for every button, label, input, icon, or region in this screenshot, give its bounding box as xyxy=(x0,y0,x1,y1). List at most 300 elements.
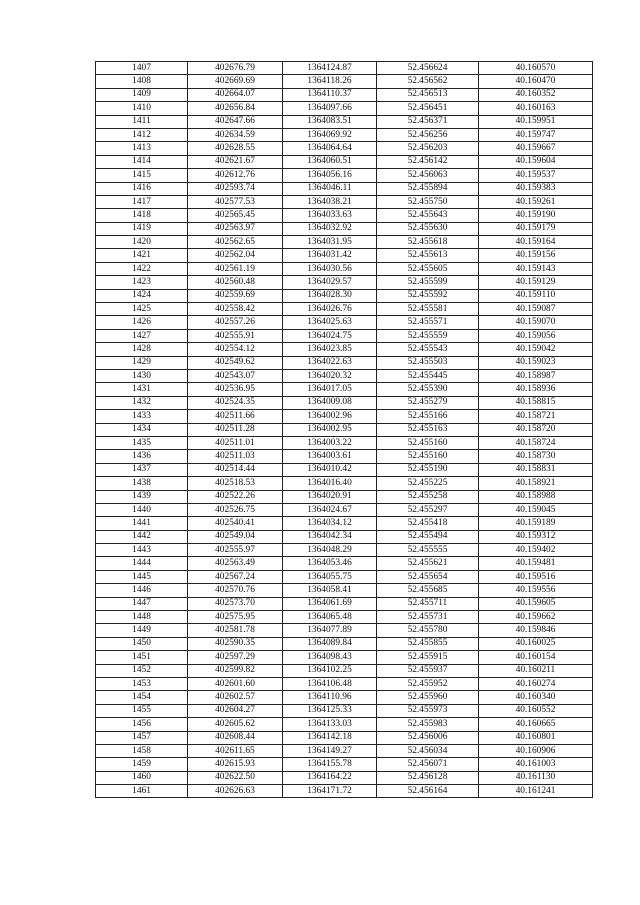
coordinates-table-body xyxy=(96,62,593,798)
latitude-cell: 52.455581 xyxy=(377,303,479,316)
longitude-cell: 40.159662 xyxy=(479,611,593,624)
point-number-cell: 1437 xyxy=(96,463,188,476)
y-coordinate-cell: 1364089.84 xyxy=(283,637,377,650)
longitude-cell: 40.160274 xyxy=(479,677,593,690)
longitude-cell: 40.159846 xyxy=(479,624,593,637)
y-coordinate-cell: 1364124.87 xyxy=(283,62,377,75)
latitude-cell: 52.455855 xyxy=(377,637,479,650)
table-row xyxy=(96,718,593,731)
y-coordinate-cell: 1364061.69 xyxy=(283,597,377,610)
point-number-cell: 1414 xyxy=(96,155,188,168)
y-coordinate-cell: 1364133.03 xyxy=(283,718,377,731)
y-coordinate-cell: 1364029.57 xyxy=(283,276,377,289)
latitude-cell: 52.455630 xyxy=(377,222,479,235)
longitude-cell: 40.159747 xyxy=(479,128,593,141)
latitude-cell: 52.456203 xyxy=(377,142,479,155)
y-coordinate-cell: 1364024.67 xyxy=(283,503,377,516)
x-coordinate-cell: 402581.78 xyxy=(188,624,283,637)
table-row xyxy=(96,570,593,583)
point-number-cell: 1408 xyxy=(96,75,188,88)
y-coordinate-cell: 1364016.40 xyxy=(283,477,377,490)
table-row xyxy=(96,115,593,128)
latitude-cell: 52.455621 xyxy=(377,557,479,570)
y-coordinate-cell: 1364125.33 xyxy=(283,704,377,717)
table-row xyxy=(96,303,593,316)
x-coordinate-cell: 402549.04 xyxy=(188,530,283,543)
y-coordinate-cell: 1364118.26 xyxy=(283,75,377,88)
x-coordinate-cell: 402611.65 xyxy=(188,744,283,757)
point-number-cell: 1430 xyxy=(96,369,188,382)
latitude-cell: 52.456562 xyxy=(377,75,479,88)
latitude-cell: 52.455599 xyxy=(377,276,479,289)
x-coordinate-cell: 402664.07 xyxy=(188,88,283,101)
longitude-cell: 40.161003 xyxy=(479,758,593,771)
latitude-cell: 52.455685 xyxy=(377,584,479,597)
longitude-cell: 40.159023 xyxy=(479,356,593,369)
table-row xyxy=(96,624,593,637)
latitude-cell: 52.455297 xyxy=(377,503,479,516)
table-row xyxy=(96,691,593,704)
table-row xyxy=(96,222,593,235)
longitude-cell: 40.159087 xyxy=(479,303,593,316)
point-number-cell: 1426 xyxy=(96,316,188,329)
table-row xyxy=(96,664,593,677)
table-row xyxy=(96,771,593,784)
table-row xyxy=(96,329,593,342)
y-coordinate-cell: 1364010.42 xyxy=(283,463,377,476)
longitude-cell: 40.158987 xyxy=(479,369,593,382)
latitude-cell: 52.455937 xyxy=(377,664,479,677)
y-coordinate-cell: 1364038.21 xyxy=(283,195,377,208)
point-number-cell: 1453 xyxy=(96,677,188,690)
y-coordinate-cell: 1364077.89 xyxy=(283,624,377,637)
x-coordinate-cell: 402526.75 xyxy=(188,503,283,516)
x-coordinate-cell: 402575.95 xyxy=(188,611,283,624)
point-number-cell: 1428 xyxy=(96,343,188,356)
latitude-cell: 52.455160 xyxy=(377,450,479,463)
y-coordinate-cell: 1364106.48 xyxy=(283,677,377,690)
longitude-cell: 40.158815 xyxy=(479,396,593,409)
y-coordinate-cell: 1364110.96 xyxy=(283,691,377,704)
y-coordinate-cell: 1364056.16 xyxy=(283,169,377,182)
latitude-cell: 52.456451 xyxy=(377,102,479,115)
table-row xyxy=(96,128,593,141)
table-row xyxy=(96,88,593,101)
longitude-cell: 40.159056 xyxy=(479,329,593,342)
x-coordinate-cell: 402536.95 xyxy=(188,383,283,396)
point-number-cell: 1436 xyxy=(96,450,188,463)
x-coordinate-cell: 402608.44 xyxy=(188,731,283,744)
table-row xyxy=(96,704,593,717)
point-number-cell: 1455 xyxy=(96,704,188,717)
point-number-cell: 1451 xyxy=(96,651,188,664)
latitude-cell: 52.455258 xyxy=(377,490,479,503)
y-coordinate-cell: 1364142.18 xyxy=(283,731,377,744)
x-coordinate-cell: 402621.67 xyxy=(188,155,283,168)
longitude-cell: 40.161241 xyxy=(479,785,593,798)
point-number-cell: 1412 xyxy=(96,128,188,141)
point-number-cell: 1454 xyxy=(96,691,188,704)
latitude-cell: 52.455163 xyxy=(377,423,479,436)
point-number-cell: 1413 xyxy=(96,142,188,155)
longitude-cell: 40.159045 xyxy=(479,503,593,516)
point-number-cell: 1410 xyxy=(96,102,188,115)
point-number-cell: 1432 xyxy=(96,396,188,409)
table-row xyxy=(96,289,593,302)
longitude-cell: 40.160552 xyxy=(479,704,593,717)
y-coordinate-cell: 1364020.91 xyxy=(283,490,377,503)
point-number-cell: 1457 xyxy=(96,731,188,744)
point-number-cell: 1458 xyxy=(96,744,188,757)
table-row xyxy=(96,169,593,182)
point-number-cell: 1449 xyxy=(96,624,188,637)
latitude-cell: 52.455731 xyxy=(377,611,479,624)
y-coordinate-cell: 1364058.41 xyxy=(283,584,377,597)
y-coordinate-cell: 1364023.85 xyxy=(283,343,377,356)
point-number-cell: 1415 xyxy=(96,169,188,182)
x-coordinate-cell: 402577.53 xyxy=(188,195,283,208)
latitude-cell: 52.455618 xyxy=(377,236,479,249)
y-coordinate-cell: 1364032.92 xyxy=(283,222,377,235)
longitude-cell: 40.159261 xyxy=(479,195,593,208)
point-number-cell: 1461 xyxy=(96,785,188,798)
x-coordinate-cell: 402676.79 xyxy=(188,62,283,75)
latitude-cell: 52.455605 xyxy=(377,262,479,275)
longitude-cell: 40.160340 xyxy=(479,691,593,704)
y-coordinate-cell: 1364030.56 xyxy=(283,262,377,275)
x-coordinate-cell: 402573.70 xyxy=(188,597,283,610)
x-coordinate-cell: 402599.82 xyxy=(188,664,283,677)
table-row xyxy=(96,276,593,289)
x-coordinate-cell: 402543.07 xyxy=(188,369,283,382)
y-coordinate-cell: 1364065.48 xyxy=(283,611,377,624)
y-coordinate-cell: 1364155.78 xyxy=(283,758,377,771)
latitude-cell: 52.455160 xyxy=(377,436,479,449)
latitude-cell: 52.455543 xyxy=(377,343,479,356)
y-coordinate-cell: 1364017.05 xyxy=(283,383,377,396)
point-number-cell: 1431 xyxy=(96,383,188,396)
table-row xyxy=(96,102,593,115)
y-coordinate-cell: 1364024.75 xyxy=(283,329,377,342)
point-number-cell: 1450 xyxy=(96,637,188,650)
y-coordinate-cell: 1364069.92 xyxy=(283,128,377,141)
point-number-cell: 1435 xyxy=(96,436,188,449)
table-row xyxy=(96,369,593,382)
point-number-cell: 1442 xyxy=(96,530,188,543)
point-number-cell: 1444 xyxy=(96,557,188,570)
point-number-cell: 1429 xyxy=(96,356,188,369)
table-row xyxy=(96,637,593,650)
table-row xyxy=(96,758,593,771)
longitude-cell: 40.160906 xyxy=(479,744,593,757)
point-number-cell: 1422 xyxy=(96,262,188,275)
longitude-cell: 40.159156 xyxy=(479,249,593,262)
longitude-cell: 40.159312 xyxy=(479,530,593,543)
point-number-cell: 1424 xyxy=(96,289,188,302)
y-coordinate-cell: 1364028.30 xyxy=(283,289,377,302)
table-row xyxy=(96,611,593,624)
point-number-cell: 1440 xyxy=(96,503,188,516)
latitude-cell: 52.456513 xyxy=(377,88,479,101)
table-row xyxy=(96,544,593,557)
point-number-cell: 1418 xyxy=(96,209,188,222)
latitude-cell: 52.455190 xyxy=(377,463,479,476)
longitude-cell: 40.159481 xyxy=(479,557,593,570)
x-coordinate-cell: 402560.48 xyxy=(188,276,283,289)
x-coordinate-cell: 402602.57 xyxy=(188,691,283,704)
x-coordinate-cell: 402555.91 xyxy=(188,329,283,342)
x-coordinate-cell: 402511.28 xyxy=(188,423,283,436)
x-coordinate-cell: 402511.01 xyxy=(188,436,283,449)
x-coordinate-cell: 402604.27 xyxy=(188,704,283,717)
latitude-cell: 52.455225 xyxy=(377,477,479,490)
y-coordinate-cell: 1364060.51 xyxy=(283,155,377,168)
latitude-cell: 52.455390 xyxy=(377,383,479,396)
latitude-cell: 52.456164 xyxy=(377,785,479,798)
y-coordinate-cell: 1364026.76 xyxy=(283,303,377,316)
point-number-cell: 1460 xyxy=(96,771,188,784)
latitude-cell: 52.455494 xyxy=(377,530,479,543)
x-coordinate-cell: 402626.63 xyxy=(188,785,283,798)
x-coordinate-cell: 402563.97 xyxy=(188,222,283,235)
point-number-cell: 1423 xyxy=(96,276,188,289)
y-coordinate-cell: 1364098.43 xyxy=(283,651,377,664)
x-coordinate-cell: 402615.93 xyxy=(188,758,283,771)
x-coordinate-cell: 402557.26 xyxy=(188,316,283,329)
longitude-cell: 40.158831 xyxy=(479,463,593,476)
latitude-cell: 52.455952 xyxy=(377,677,479,690)
longitude-cell: 40.160570 xyxy=(479,62,593,75)
table-row xyxy=(96,410,593,423)
table-row xyxy=(96,744,593,757)
y-coordinate-cell: 1364022.63 xyxy=(283,356,377,369)
table-row xyxy=(96,155,593,168)
longitude-cell: 40.159667 xyxy=(479,142,593,155)
y-coordinate-cell: 1364046.11 xyxy=(283,182,377,195)
y-coordinate-cell: 1364025.63 xyxy=(283,316,377,329)
longitude-cell: 40.160163 xyxy=(479,102,593,115)
point-number-cell: 1421 xyxy=(96,249,188,262)
y-coordinate-cell: 1364048.29 xyxy=(283,544,377,557)
latitude-cell: 52.455973 xyxy=(377,704,479,717)
x-coordinate-cell: 402612.76 xyxy=(188,169,283,182)
point-number-cell: 1407 xyxy=(96,62,188,75)
longitude-cell: 40.160665 xyxy=(479,718,593,731)
longitude-cell: 40.159951 xyxy=(479,115,593,128)
y-coordinate-cell: 1364164.22 xyxy=(283,771,377,784)
point-number-cell: 1411 xyxy=(96,115,188,128)
x-coordinate-cell: 402514.44 xyxy=(188,463,283,476)
table-row xyxy=(96,262,593,275)
table-row xyxy=(96,597,593,610)
x-coordinate-cell: 402562.04 xyxy=(188,249,283,262)
point-number-cell: 1443 xyxy=(96,544,188,557)
x-coordinate-cell: 402555.97 xyxy=(188,544,283,557)
coordinates-table xyxy=(95,61,593,798)
y-coordinate-cell: 1364097.66 xyxy=(283,102,377,115)
latitude-cell: 52.455166 xyxy=(377,410,479,423)
x-coordinate-cell: 402605.62 xyxy=(188,718,283,731)
table-row xyxy=(96,436,593,449)
x-coordinate-cell: 402601.60 xyxy=(188,677,283,690)
longitude-cell: 40.160801 xyxy=(479,731,593,744)
x-coordinate-cell: 402656.84 xyxy=(188,102,283,115)
longitude-cell: 40.158988 xyxy=(479,490,593,503)
x-coordinate-cell: 402593.74 xyxy=(188,182,283,195)
table-row xyxy=(96,731,593,744)
y-coordinate-cell: 1364031.95 xyxy=(283,236,377,249)
x-coordinate-cell: 402558.42 xyxy=(188,303,283,316)
table-row xyxy=(96,584,593,597)
x-coordinate-cell: 402634.59 xyxy=(188,128,283,141)
table-row xyxy=(96,490,593,503)
table-row xyxy=(96,142,593,155)
longitude-cell: 40.158936 xyxy=(479,383,593,396)
point-number-cell: 1419 xyxy=(96,222,188,235)
table-row xyxy=(96,356,593,369)
longitude-cell: 40.159189 xyxy=(479,517,593,530)
latitude-cell: 52.455983 xyxy=(377,718,479,731)
longitude-cell: 40.159129 xyxy=(479,276,593,289)
table-row xyxy=(96,517,593,530)
table-row xyxy=(96,477,593,490)
y-coordinate-cell: 1364003.22 xyxy=(283,436,377,449)
table-row xyxy=(96,450,593,463)
table-row xyxy=(96,677,593,690)
x-coordinate-cell: 402562.65 xyxy=(188,236,283,249)
point-number-cell: 1433 xyxy=(96,410,188,423)
longitude-cell: 40.159190 xyxy=(479,209,593,222)
longitude-cell: 40.159070 xyxy=(479,316,593,329)
point-number-cell: 1446 xyxy=(96,584,188,597)
longitude-cell: 40.160470 xyxy=(479,75,593,88)
longitude-cell: 40.160025 xyxy=(479,637,593,650)
point-number-cell: 1459 xyxy=(96,758,188,771)
x-coordinate-cell: 402522.26 xyxy=(188,490,283,503)
longitude-cell: 40.159537 xyxy=(479,169,593,182)
point-number-cell: 1420 xyxy=(96,236,188,249)
latitude-cell: 52.455418 xyxy=(377,517,479,530)
x-coordinate-cell: 402518.53 xyxy=(188,477,283,490)
y-coordinate-cell: 1364042.34 xyxy=(283,530,377,543)
longitude-cell: 40.158721 xyxy=(479,410,593,423)
longitude-cell: 40.159604 xyxy=(479,155,593,168)
point-number-cell: 1409 xyxy=(96,88,188,101)
latitude-cell: 52.455571 xyxy=(377,316,479,329)
y-coordinate-cell: 1364102.25 xyxy=(283,664,377,677)
x-coordinate-cell: 402559.69 xyxy=(188,289,283,302)
latitude-cell: 52.456142 xyxy=(377,155,479,168)
latitude-cell: 52.455711 xyxy=(377,597,479,610)
x-coordinate-cell: 402511.03 xyxy=(188,450,283,463)
longitude-cell: 40.158921 xyxy=(479,477,593,490)
y-coordinate-cell: 1364009.08 xyxy=(283,396,377,409)
x-coordinate-cell: 402590.35 xyxy=(188,637,283,650)
point-number-cell: 1417 xyxy=(96,195,188,208)
latitude-cell: 52.456034 xyxy=(377,744,479,757)
y-coordinate-cell: 1364003.61 xyxy=(283,450,377,463)
y-coordinate-cell: 1364034.12 xyxy=(283,517,377,530)
y-coordinate-cell: 1364064.64 xyxy=(283,142,377,155)
x-coordinate-cell: 402669.69 xyxy=(188,75,283,88)
latitude-cell: 52.455894 xyxy=(377,182,479,195)
latitude-cell: 52.455613 xyxy=(377,249,479,262)
y-coordinate-cell: 1364110.37 xyxy=(283,88,377,101)
longitude-cell: 40.158724 xyxy=(479,436,593,449)
latitude-cell: 52.456256 xyxy=(377,128,479,141)
latitude-cell: 52.456624 xyxy=(377,62,479,75)
table-row xyxy=(96,503,593,516)
longitude-cell: 40.159383 xyxy=(479,182,593,195)
point-number-cell: 1448 xyxy=(96,611,188,624)
longitude-cell: 40.159143 xyxy=(479,262,593,275)
y-coordinate-cell: 1364055.75 xyxy=(283,570,377,583)
x-coordinate-cell: 402549.62 xyxy=(188,356,283,369)
point-number-cell: 1445 xyxy=(96,570,188,583)
x-coordinate-cell: 402565.45 xyxy=(188,209,283,222)
latitude-cell: 52.455915 xyxy=(377,651,479,664)
y-coordinate-cell: 1364083.51 xyxy=(283,115,377,128)
y-coordinate-cell: 1364053.46 xyxy=(283,557,377,570)
latitude-cell: 52.455592 xyxy=(377,289,479,302)
x-coordinate-cell: 402622.50 xyxy=(188,771,283,784)
point-number-cell: 1434 xyxy=(96,423,188,436)
table-row xyxy=(96,249,593,262)
table-row xyxy=(96,396,593,409)
table-row xyxy=(96,785,593,798)
x-coordinate-cell: 402561.19 xyxy=(188,262,283,275)
point-number-cell: 1441 xyxy=(96,517,188,530)
table-row xyxy=(96,343,593,356)
table-row xyxy=(96,75,593,88)
latitude-cell: 52.455780 xyxy=(377,624,479,637)
y-coordinate-cell: 1364002.96 xyxy=(283,410,377,423)
latitude-cell: 52.456063 xyxy=(377,169,479,182)
longitude-cell: 40.158720 xyxy=(479,423,593,436)
x-coordinate-cell: 402597.29 xyxy=(188,651,283,664)
latitude-cell: 52.455750 xyxy=(377,195,479,208)
x-coordinate-cell: 402554.12 xyxy=(188,343,283,356)
latitude-cell: 52.455503 xyxy=(377,356,479,369)
x-coordinate-cell: 402524.35 xyxy=(188,396,283,409)
point-number-cell: 1439 xyxy=(96,490,188,503)
latitude-cell: 52.455279 xyxy=(377,396,479,409)
x-coordinate-cell: 402567.24 xyxy=(188,570,283,583)
y-coordinate-cell: 1364002.95 xyxy=(283,423,377,436)
x-coordinate-cell: 402563.49 xyxy=(188,557,283,570)
point-number-cell: 1447 xyxy=(96,597,188,610)
latitude-cell: 52.456071 xyxy=(377,758,479,771)
y-coordinate-cell: 1364149.27 xyxy=(283,744,377,757)
longitude-cell: 40.159516 xyxy=(479,570,593,583)
y-coordinate-cell: 1364020.32 xyxy=(283,369,377,382)
latitude-cell: 52.456128 xyxy=(377,771,479,784)
latitude-cell: 52.456006 xyxy=(377,731,479,744)
point-number-cell: 1427 xyxy=(96,329,188,342)
longitude-cell: 40.160352 xyxy=(479,88,593,101)
table-row xyxy=(96,316,593,329)
table-row xyxy=(96,209,593,222)
point-number-cell: 1438 xyxy=(96,477,188,490)
longitude-cell: 40.159110 xyxy=(479,289,593,302)
point-number-cell: 1425 xyxy=(96,303,188,316)
x-coordinate-cell: 402570.76 xyxy=(188,584,283,597)
x-coordinate-cell: 402511.66 xyxy=(188,410,283,423)
point-number-cell: 1416 xyxy=(96,182,188,195)
longitude-cell: 40.159042 xyxy=(479,343,593,356)
table-row xyxy=(96,423,593,436)
latitude-cell: 52.455654 xyxy=(377,570,479,583)
